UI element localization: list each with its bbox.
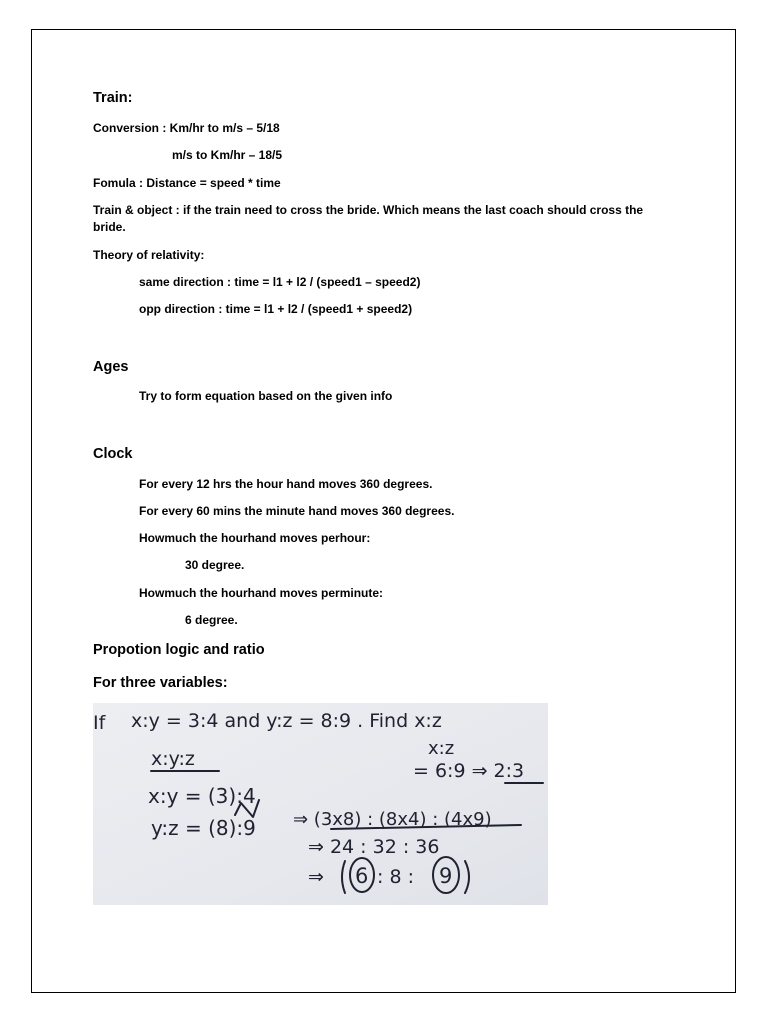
wb-problem-text: x:y = 3:4 and y:z = 8:9 . Find x:z <box>131 710 442 732</box>
wb-yz-text: y:z = (8):9 <box>151 816 256 840</box>
clock-heading: Clock <box>93 446 133 462</box>
whiteboard-drawing <box>93 703 548 905</box>
wb-step2-text: ⇒ 24 : 32 : 36 <box>308 836 440 858</box>
ages-heading: Ages <box>93 359 129 375</box>
wb-step3-c: 9 <box>439 864 453 888</box>
clock-line-2: For every 60 mins the minute hand moves 360 degrees. <box>139 504 455 518</box>
whiteboard-image <box>93 703 548 905</box>
wb-if-text: If <box>93 712 106 734</box>
same-direction-line: same direction : time = l1 + l2 / (speed1 – speed2) <box>139 275 421 289</box>
wb-step3-b: : 8 : <box>377 866 414 888</box>
formula-line: Fomula : Distance = speed * time <box>93 176 281 190</box>
wb-step3-a: 6 <box>355 864 369 888</box>
train-object-line: Train & object : if the train need to cross the bride. Which means the last coach should cross the bride. <box>93 203 644 234</box>
relativity-heading: Theory of relativity: <box>93 248 205 262</box>
wb-xyz-text: x:y:z <box>151 748 195 770</box>
clock-answer-1: 30 degree. <box>185 558 245 572</box>
clock-question-2: Howmuch the hourhand moves perminute: <box>139 586 384 600</box>
wb-xz-text: x:z <box>428 738 455 759</box>
clock-line-1: For every 12 hrs the hour hand moves 360 degrees. <box>139 477 433 491</box>
wb-step1-text: ⇒ (3x8) : (8x4) : (4x9) <box>293 809 492 830</box>
clock-question-1: Howmuch the hourhand moves perhour: <box>139 531 371 545</box>
conversion-line-2: m/s to Km/hr – 18/5 <box>172 148 283 162</box>
three-variables-heading: For three variables: <box>93 675 228 691</box>
opp-direction-line: opp direction : time = l1 + l2 / (speed1 + speed2) <box>139 302 413 316</box>
ages-text: Try to form equation based on the given info <box>139 389 393 403</box>
wb-result-text: = 6:9 ⇒ 2:3 <box>413 760 525 782</box>
wb-xy-text: x:y = (3):4 <box>148 784 256 808</box>
clock-answer-2: 6 degree. <box>185 613 238 627</box>
proportion-heading: Propotion logic and ratio <box>93 642 265 658</box>
train-heading: Train: <box>93 90 133 106</box>
conversion-line-1: Conversion : Km/hr to m/s – 5/18 <box>93 121 280 135</box>
wb-step3-arrow: ⇒ <box>308 866 324 888</box>
